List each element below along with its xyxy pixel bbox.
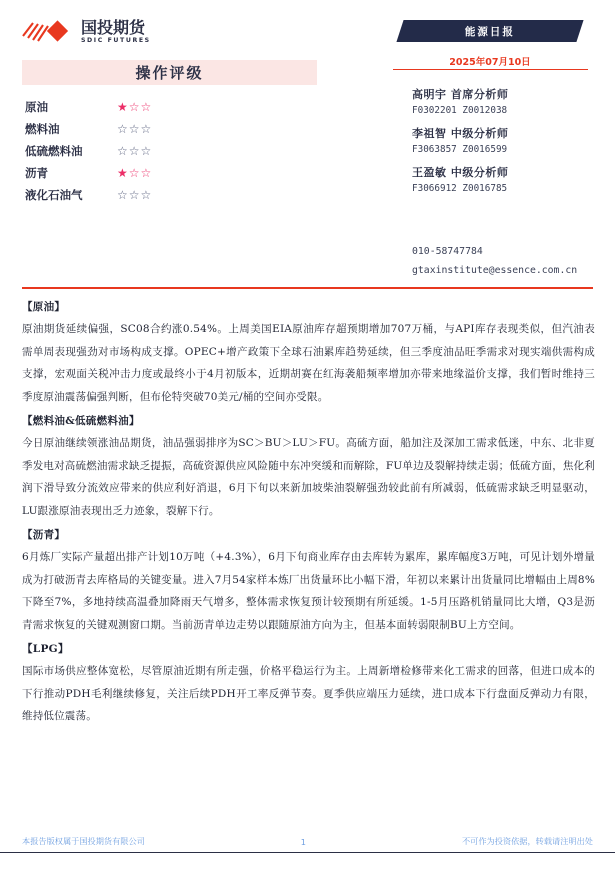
- rating-row: [25, 184, 325, 206]
- section-heading: 【LPG】: [22, 643, 69, 655]
- logo-wordmark: [81, 17, 151, 44]
- section-fuel-oil: [22, 410, 595, 522]
- contact-phone: 010-58747784: [412, 246, 483, 257]
- sdic-logo-icon: [20, 17, 76, 47]
- rating-row: [25, 96, 325, 118]
- section-paragraph: 今日原油继续领涨油品期货，油品强弱排序为SC＞BU＞LU＞FU。高硫方面，船加注及深加工需求低迷，中东、北非夏季发电对高硫燃油需求缺乏提振，高硫资源供应风险随中东冲突缓和而解除，FU单边及裂解持续走弱；低硫方面，焦化利润下滑导致分流效应带来的供应利好消退，6月下旬以来新加坡柴油裂解强劲较此前有所减弱，低硫需求缺乏明显驱动，LU跟涨原油表现出乏力迹象，裂解下行。: [22, 437, 595, 517]
- rating-commodity-name: 燃料油: [25, 122, 60, 136]
- company-logo: [20, 17, 151, 47]
- report-date: 2025年07月10日: [449, 57, 531, 68]
- rating-stars: ☆☆☆: [117, 144, 153, 158]
- section-heading: 【沥青】: [22, 529, 66, 541]
- section-heading: 【燃料油&低硫燃料油】: [22, 415, 140, 427]
- report-header: [0, 0, 615, 286]
- footer-copyright: 本报告版权属于国投期货有限公司: [22, 836, 145, 846]
- section-paragraph: 原油期货延续偏强，SC08合约涨0.54%。上周美国EIA原油库存超预期增加707万桶，与API库存表现类似，但汽油表需单周表现强劲对市场构成支撑。OPEC+增产政策下全球石油累库趋势延续，但三季度油品旺季需求对现实端供需构成支撑，宏观面关税冲击力度或最终小于4月初版本，近期胡赛在红海袭船频率增加亦带来地缘溢价支撑，我们暂时维持三季度原油震荡偏强判断，但布伦特突破70美元/桶的空间亦受限。: [22, 323, 595, 403]
- rating-list: [25, 96, 325, 206]
- analyst-list: [412, 86, 602, 203]
- contact-block: [412, 246, 612, 276]
- rating-row: [25, 162, 325, 184]
- header-divider: [22, 287, 593, 289]
- page-footer: [22, 836, 593, 847]
- rating-stars: ☆☆☆: [117, 188, 153, 202]
- report-type-banner-text: 能源日报: [465, 25, 515, 38]
- contact-email[interactable]: gtaxinstitute@essence.com.cn: [412, 265, 578, 276]
- rating-stars: ★☆☆: [117, 166, 153, 180]
- section-lpg: [22, 638, 595, 728]
- analyst-name: 李祖智 中级分析师: [412, 127, 509, 140]
- rating-stars: ☆☆☆: [117, 122, 153, 136]
- report-body: [22, 296, 595, 730]
- date-divider: [393, 69, 588, 70]
- rating-panel-title-text: 操作评级: [135, 64, 204, 82]
- rating-commodity-name: 低硫燃料油: [25, 144, 83, 158]
- analyst-name: 王盈敏 中级分析师: [412, 166, 509, 179]
- rating-commodity-name: 原油: [25, 100, 48, 114]
- rating-row: [25, 118, 325, 140]
- logo-text-cn: 国投期货: [81, 17, 146, 37]
- analyst-license-code: F3063857 Z0016599: [412, 144, 508, 155]
- footer-divider: [0, 852, 615, 853]
- section-heading: 【原油】: [22, 301, 66, 313]
- section-paragraph: 国际市场供应整体宽松，尽管原油近期有所走强，价格平稳运行为主。上周新增检修带来化工需求的回落，但进口成本的下行推动PDH毛利继续修复，关注后续PDH开工率反弹节奏。夏季供应端压力延续，进口成本下行盘面反弹动力有限，维持低位震荡。: [22, 665, 595, 722]
- footer-disclaimer: 不可作为投资依据，转载请注明出处: [461, 836, 593, 846]
- analyst-name: 高明宇 首席分析师: [412, 88, 509, 101]
- rating-commodity-name: 液化石油气: [25, 188, 83, 202]
- page-number: 1: [300, 836, 307, 847]
- section-paragraph: 6月炼厂实际产量超出排产计划10万吨（+4.3%），6月下旬商业库存由去库转为累库，累库幅度3万吨，可见计划外增量成为打破沥青去库格局的关键变量。进入7月54家样本炼厂出货量环比小幅下滑，年初以来累计出货量同比增幅由上周8%下降至7%，多地持续高温叠加降雨天气增多，整体需求恢复预计较预期有所延缓。1-5月压路机销量同比大增，Q3是沥青需求恢复的关键观测窗口期。当前沥青单边走势以跟随原油方向为主，但基本面转弱限制BU上方空间。: [22, 551, 595, 631]
- section-asphalt: [22, 524, 595, 636]
- rating-row: [25, 140, 325, 162]
- logo-text-en: SDIC FUTURES: [81, 36, 151, 44]
- analyst-license-code: F3066912 Z0016785: [412, 183, 508, 194]
- analyst-license-code: F0302201 Z0012038: [412, 105, 508, 116]
- section-crude-oil: [22, 296, 595, 408]
- rating-panel-title: [22, 60, 317, 85]
- report-type-banner: [400, 20, 580, 42]
- rating-stars: ★☆☆: [117, 100, 153, 114]
- rating-commodity-name: 沥青: [25, 166, 48, 180]
